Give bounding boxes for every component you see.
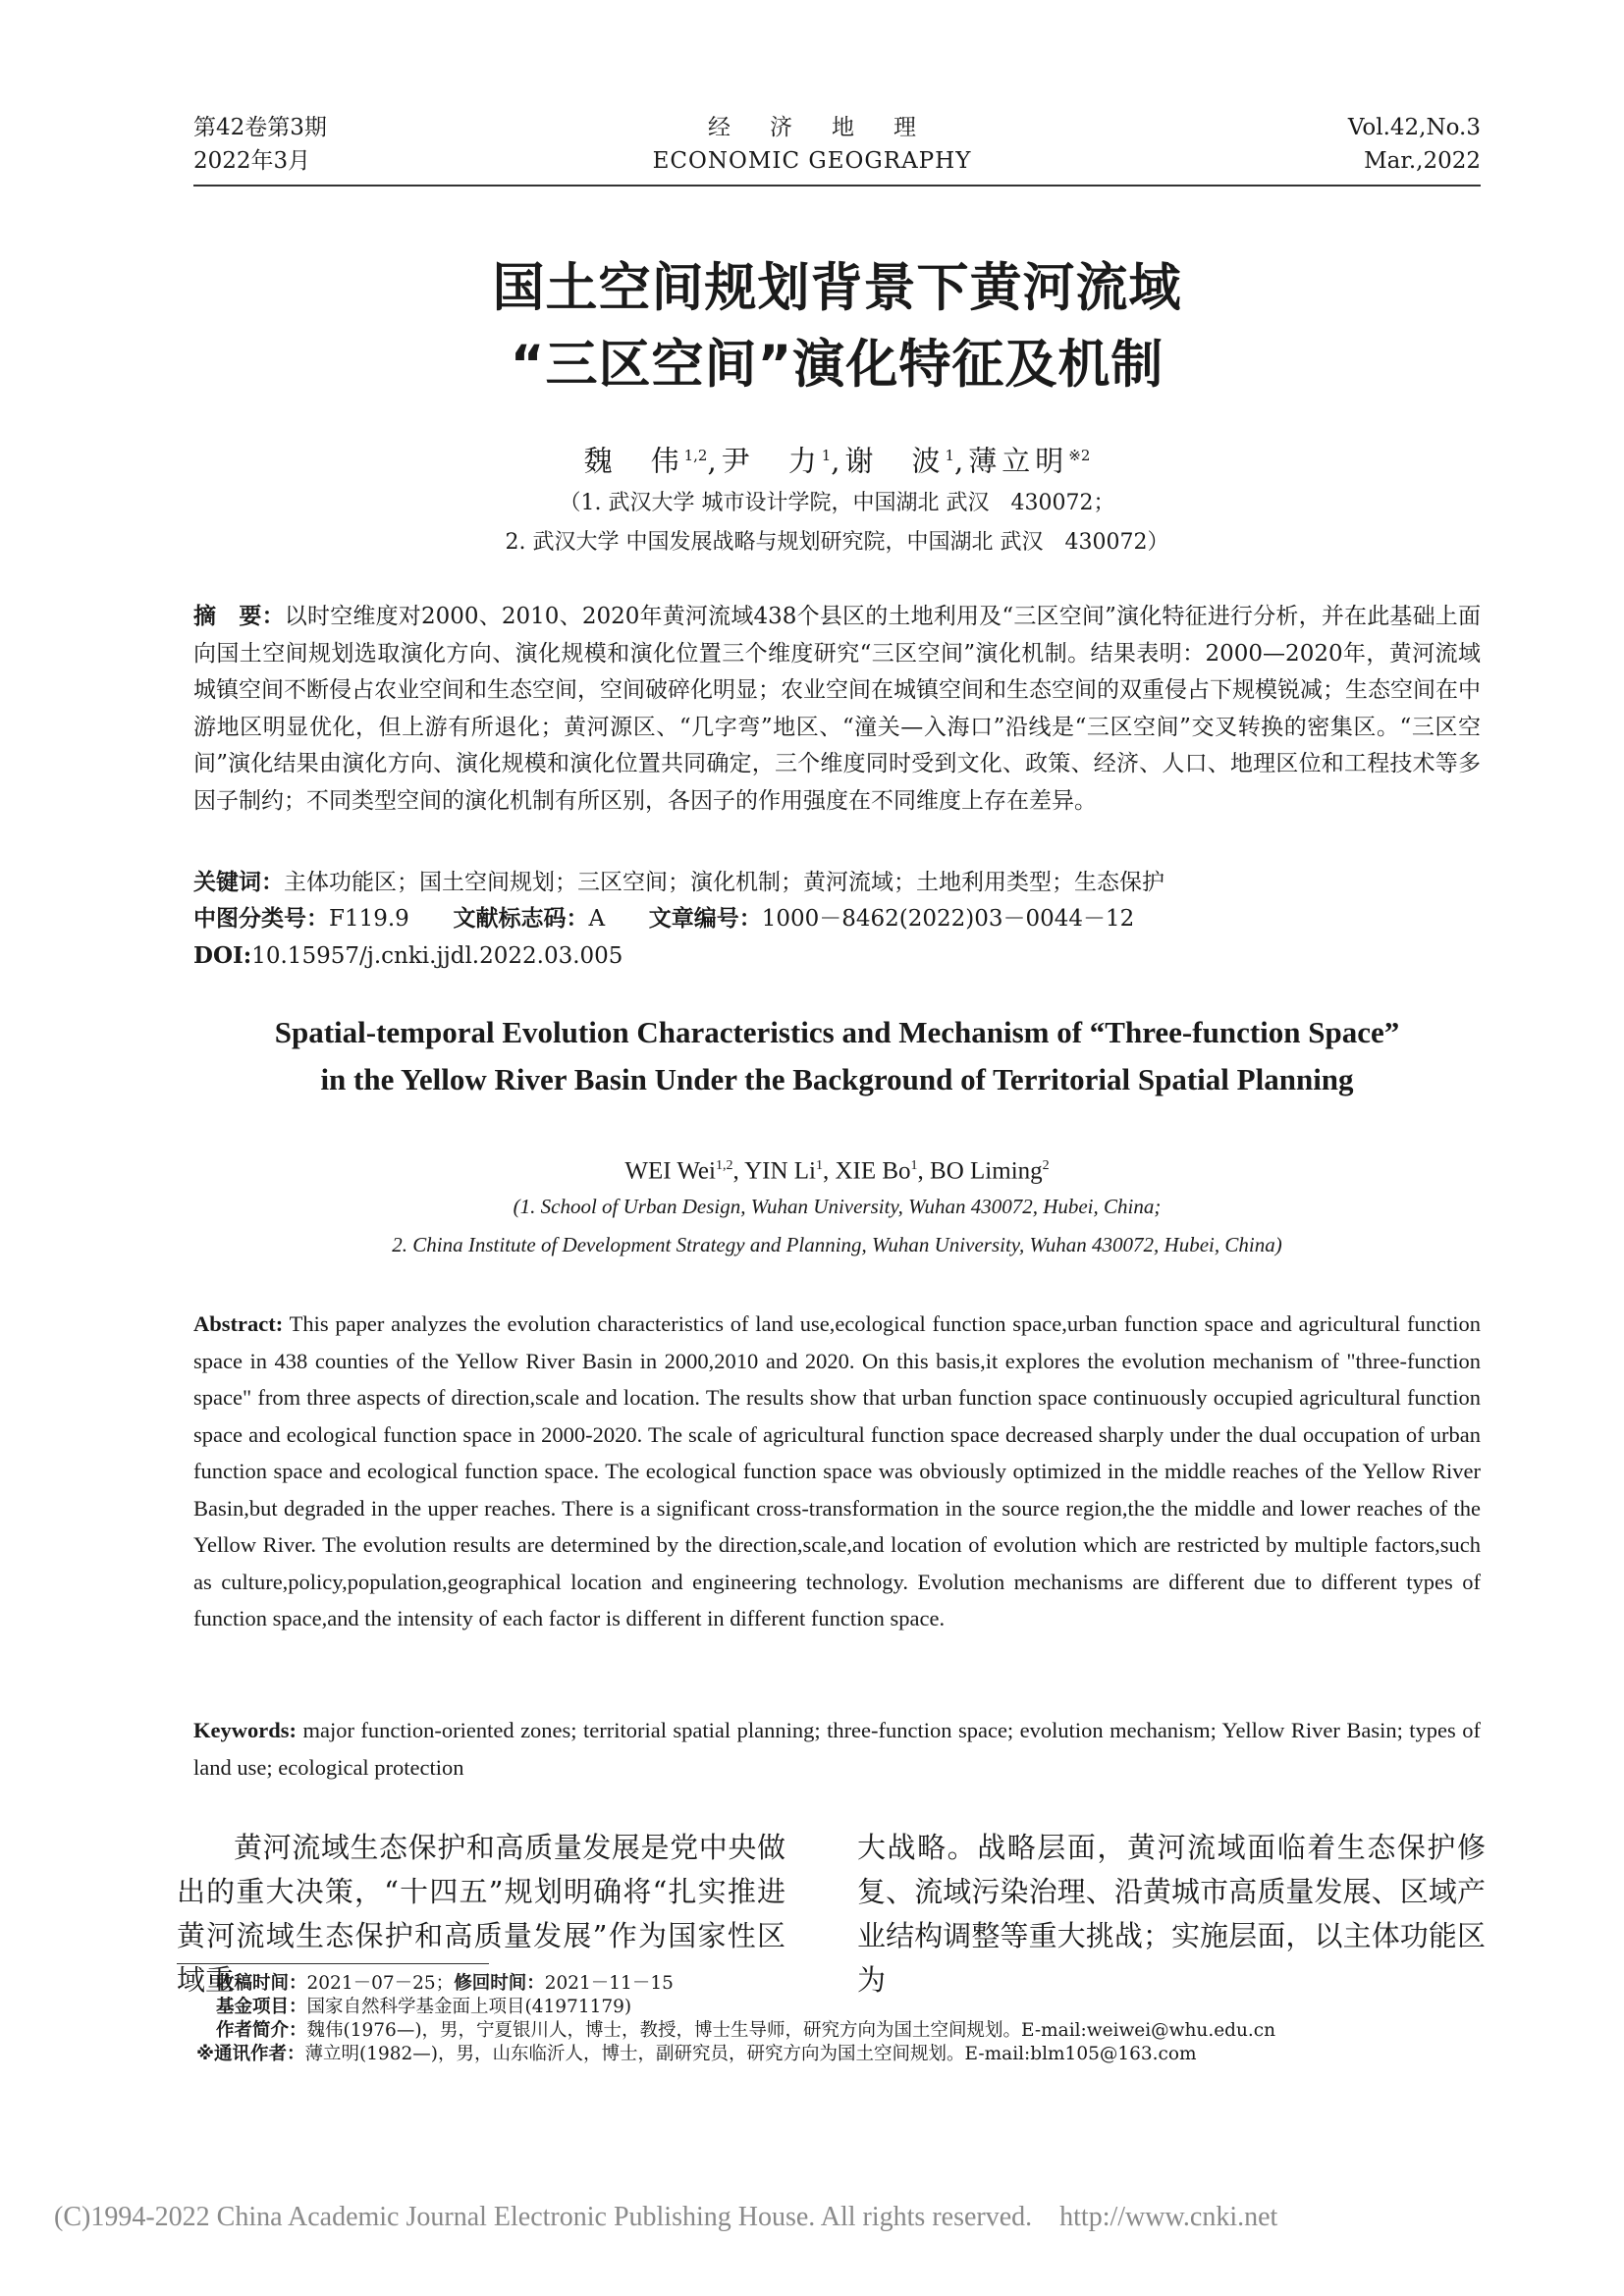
body-column-right: 大战略。战略层面，黄河流域面临着生态保护修复、流域污染治理、沿黄城市高质量发展、区域产业结构调整等重大挑战；实施层面，以主体功能区为	[857, 1831, 1486, 1997]
keywords-en-text: major function-oriented zones; territorial spatial planning; three-function space; evolution mechanism; Yellow River Basin; types of land use; ecological protection	[193, 1718, 1481, 1780]
author-sup: 1,2	[683, 447, 708, 464]
author-cn: 谢 波	[844, 444, 946, 478]
paper-title-cn	[193, 250, 1481, 403]
author-en: WEI Wei	[624, 1157, 716, 1185]
title-en-line-1: Spatial-temporal Evolution Characteristics and Mechanism of “Three-function Space”	[274, 1015, 1400, 1049]
authors-cn: 魏 伟$^{1,2}$,尹 力$^1$,谢 波$^1$,薄立明$^{※2}$	[583, 444, 1091, 478]
paper-title-en	[193, 1009, 1481, 1103]
author-sup: 1	[815, 1158, 823, 1173]
doi-label: DOI:	[193, 942, 252, 969]
title-cn-line-1: 国土空间规划背景下黄河流域	[492, 258, 1182, 318]
affiliation-cn-2: 2. 武汉大学 中国发展战略与规划研究院，中国湖北 武汉 430072）	[505, 530, 1169, 555]
header-divider	[193, 185, 1481, 187]
date-en: Mar.,2022	[1364, 148, 1481, 174]
author-sup: 2	[1042, 1158, 1050, 1173]
author-sup: 1,2	[715, 1158, 733, 1173]
header-left	[193, 111, 327, 178]
footnote-fund	[216, 1996, 1483, 2019]
abstract-cn	[193, 599, 1481, 820]
copyright-notice: (C)1994-2022 China Academic Journal Electronic Publishing House. All rights reserved. http://www.cnki.net	[54, 2202, 1278, 2232]
authors-en: WEI Wei$^{1,2}$, YIN Li$^1$, XIE Bo$^1$, BO Liming$^2$	[624, 1157, 1050, 1185]
doi-value: 10.15957/j.cnki.jjdl.2022.03.005	[251, 943, 623, 969]
revised-label: 修回时间：	[454, 1973, 545, 1994]
journal-name-cn: 经济地理	[708, 115, 955, 140]
body-column-left: 黄河流域生态保护和高质量发展是党中央做出的重大决策，“十四五”规划明确将“扎实推进黄河流域生态保护和高质量发展”作为国家性区域重	[177, 1831, 785, 1997]
header-right	[1348, 111, 1481, 178]
author-cn: 魏 伟	[583, 444, 684, 478]
classification-line	[193, 901, 1481, 937]
volume-en: Vol.42,No.3	[1347, 115, 1481, 140]
corresponding-label: ※通讯作者：	[196, 2044, 305, 2064]
affiliations-cn	[193, 484, 1481, 562]
footnote-divider	[177, 1963, 489, 1964]
author-bio-label: 作者简介：	[216, 2020, 307, 2041]
received-label: 收稿时间：	[216, 1973, 307, 1994]
volume-cn: 第42卷第3期	[193, 115, 327, 140]
revised-value: 2021－11－15	[544, 1973, 674, 1994]
abstract-en	[193, 1306, 1481, 1637]
author-en: XIE Bo	[835, 1157, 911, 1185]
abstract-en-label: Abstract:	[193, 1311, 284, 1336]
author-en: BO Liming	[930, 1157, 1043, 1185]
author-cn: 薄立明	[968, 444, 1069, 478]
article-no-value: 1000－8462(2022)03－0044－12	[761, 906, 1135, 932]
article-no-label: 文章编号：	[648, 906, 762, 932]
abstract-cn-label: 摘 要：	[193, 604, 285, 629]
doc-code-label: 文献标志码：	[453, 906, 589, 932]
keywords-en	[193, 1712, 1481, 1786]
keywords-cn-label: 关键词：	[193, 870, 284, 895]
fund-label: 基金项目：	[216, 1997, 307, 2017]
date-cn: 2022年3月	[193, 148, 311, 174]
title-en-line-2: in the Yellow River Basin Under the Background of Territorial Spatial Planning	[320, 1062, 1354, 1096]
corresponding-value: 薄立明(1982—)，男，山东临沂人，博士，副研究员，研究方向为国土空间规划。E-mail:blm105@163.com	[304, 2044, 1197, 2064]
clc-label: 中图分类号：	[193, 906, 329, 932]
clc-value: F119.9	[329, 906, 409, 932]
received-value: 2021－07－25；	[306, 1973, 455, 1994]
abstract-cn-text: 以时空维度对2000、2010、2020年黄河流域438个县区的土地利用及“三区空间”演化特征进行分析，并在此基础上面向国土空间规划选取演化方向、演化规模和演化位置三个维度研究“三区空间”演化机制。结果表明：2000—2020年，黄河流域城镇空间不断侵占农业空间和生态空间，空间破碎化明显；农业空间在城镇空间和生态空间的双重侵占下规模锐减；生态空间在中游地区明显优化，但上游有所退化；黄河源区、“几字弯”地区、“潼关—入海口”沿线是“三区空间”交叉转换的密集区。“三区空间”演化结果由演化方向、演化规模和演化位置共同确定，三个维度同时受到文化、政策、经济、人口、地理区位和工程技术等多因子制约；不同类型空间的演化机制有所区别，各因子的作用强度在不同维度上存在差异。	[193, 604, 1481, 814]
author-sup: 1	[821, 447, 832, 464]
footnote-corresponding	[196, 2043, 1463, 2066]
doi-line	[193, 937, 1481, 975]
doc-code-value: A	[588, 906, 606, 932]
abstract-en-text: This paper analyzes the evolution characteristics of land use,ecological function space,urban function space and agricultural function space in 438 counties of the Yellow River Basin in 2000,2010 and 2020. On this basis,it explores the evolution mechanism of "three-function space" from three aspects of direction,scale and location. The results show that urban function space continuously occupied agricultural function space and ecological function space in 2000-2020. The scale of agricultural function space decreased sharply under the dual occupation of urban function space and ecological function space. The ecological function space was obviously optimized in the middle reaches of the Yellow River Basin,but degraded in the upper reaches. There is a significant cross-transformation in the source region,the the middle and lower reaches of the Yellow River. The evolution results are determined by the direction,scale,and location of evolution which are restricted by multiple factors,such as culture,policy,population,geographical location and engineering technology. Evolution mechanisms are different due to different types of function space,and the intensity of each factor is different in different function space.	[193, 1311, 1481, 1630]
journal-name-en: ECONOMIC GEOGRAPHY	[652, 148, 972, 174]
affiliation-en-1: (1. School of Urban Design, Wuhan University, Wuhan 430072, Hubei, China;	[513, 1195, 1162, 1218]
keywords-en-label: Keywords:	[193, 1718, 297, 1742]
author-sup: ※2	[1068, 447, 1091, 464]
author-en: YIN Li	[744, 1157, 816, 1185]
keywords-cn-text: 主体功能区；国土空间规划；三区空间；演化机制；黄河流域；土地利用类型；生态保护	[284, 870, 1164, 895]
affiliation-cn-1: （1. 武汉大学 城市设计学院，中国湖北 武汉 430072；	[559, 491, 1115, 515]
footnote-dates	[216, 1972, 1483, 1996]
affiliations-en	[193, 1188, 1481, 1264]
title-cn-line-2: “三区空间”演化特征及机制	[510, 335, 1164, 395]
affiliation-en-2: 2. China Institute of Development Strategy and Planning, Wuhan University, Wuhan 430072, Hubei, China)	[392, 1233, 1282, 1256]
fund-value: 国家自然科学基金面上项目(41971179)	[306, 1997, 632, 2017]
author-sup: 1	[910, 1158, 918, 1173]
author-bio-value: 魏伟(1976—)，男，宁夏银川人，博士，教授，博士生导师，研究方向为国土空间规划。E-mail:weiwei@whu.edu.cn	[306, 2020, 1276, 2041]
author-sup: 1	[945, 447, 955, 464]
footnote-author	[216, 2019, 1483, 2043]
keywords-cn	[193, 865, 1481, 901]
header-center	[517, 111, 1107, 178]
author-cn: 尹 力	[721, 444, 822, 478]
